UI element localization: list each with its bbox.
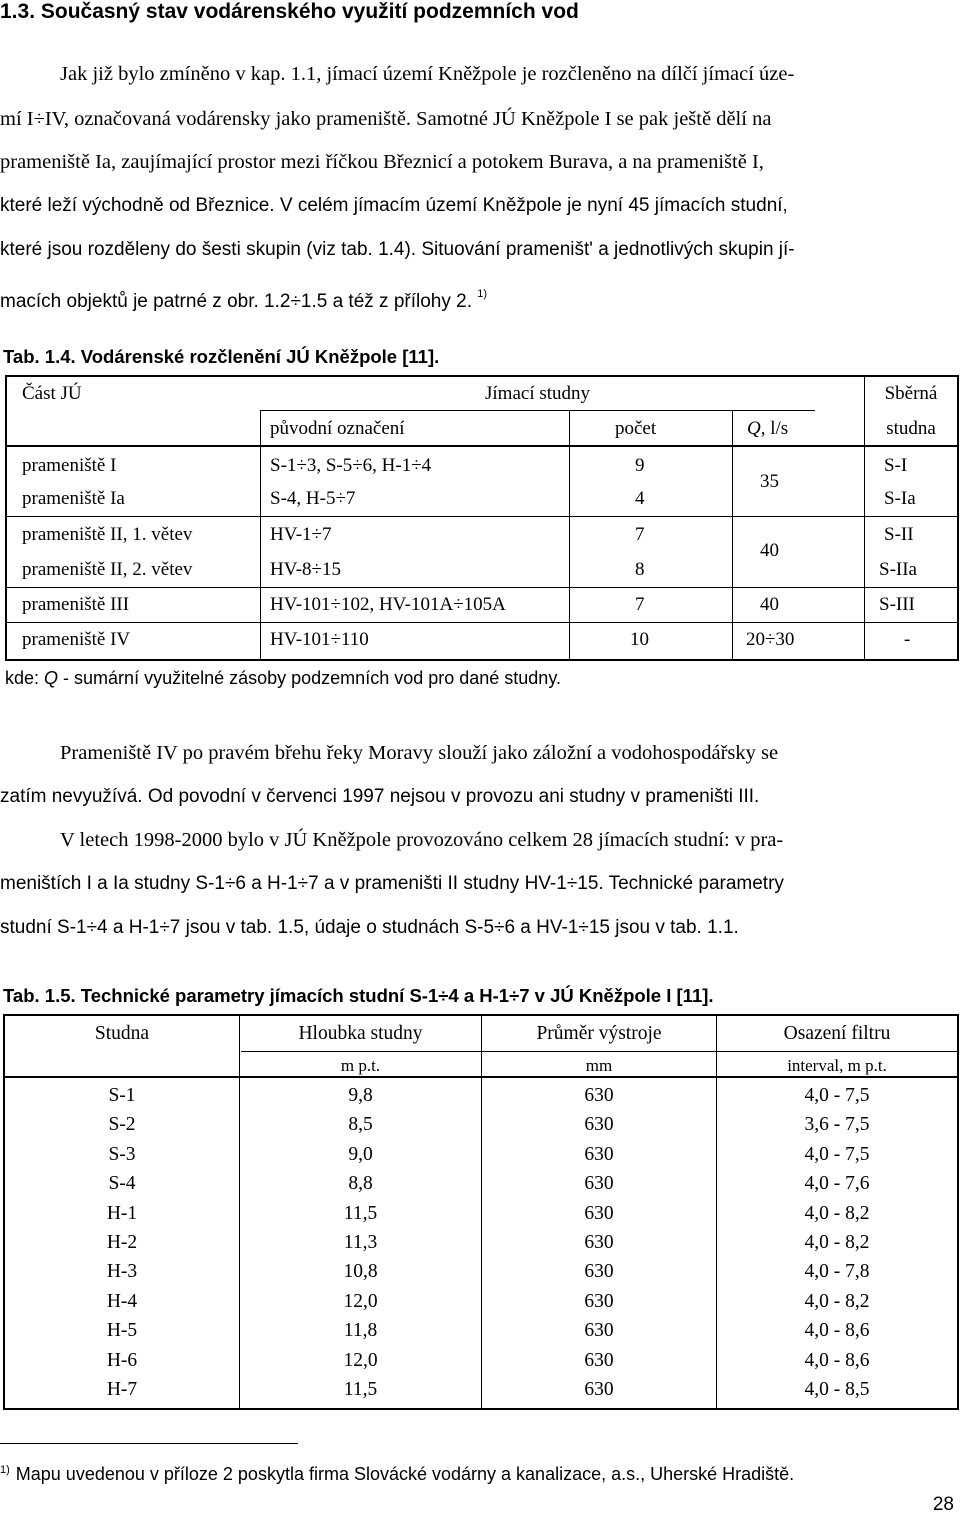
row-part: prameniště II, 2. větev bbox=[22, 559, 193, 580]
row-wells: S-4, H-5÷7 bbox=[270, 488, 356, 509]
t15-cell: 9,8 bbox=[348, 1085, 373, 1106]
t15-cell: S-4 bbox=[108, 1173, 136, 1195]
t15-cell: 630 bbox=[584, 1261, 614, 1283]
t15-cell: 630 bbox=[584, 1173, 614, 1195]
para1-line5: které jsou rozděleny do šesti skupin (viz tab. 1.4). Situování prameništ' a jednotlivých skupin jí- bbox=[0, 239, 795, 260]
t15-cell: 4,0 - 7,5 bbox=[804, 1143, 870, 1165]
row-wells: HV-1÷7 bbox=[270, 524, 332, 545]
t15-cell: 630 bbox=[584, 1379, 614, 1400]
row-wells: HV-8÷15 bbox=[270, 559, 341, 580]
para1-line2: mí I÷IV, označovaná vodárensky jako prameniště. Samotné JÚ Kněžpole I se pak ještě dělí na bbox=[0, 108, 772, 130]
row-wells: HV-101÷110 bbox=[270, 629, 369, 650]
row-count: 8 bbox=[635, 559, 645, 580]
row-q: 40 bbox=[760, 594, 779, 615]
header-count: počet bbox=[615, 418, 657, 439]
row-part: prameniště II, 1. větev bbox=[22, 524, 193, 545]
table14 bbox=[5, 375, 959, 661]
row-collector: S-III bbox=[879, 594, 915, 615]
row-wells: S-1÷3, S-5÷6, H-1÷4 bbox=[270, 455, 432, 476]
row-part: prameniště III bbox=[22, 594, 130, 615]
row-collector: S-Ia bbox=[884, 488, 916, 509]
para1-line4: které leží východně od Březnice. V celém jímacím území Kněžpole je nyní 45 jímacích studní, bbox=[0, 195, 788, 216]
t15-cell: H-6 bbox=[106, 1349, 138, 1371]
merged-q-group1: 35 bbox=[760, 471, 779, 492]
para1-line1: Jak již bylo zmíněno v kap. 1.1, jímací území Kněžpole je rozčleněno na dílčí jímací úze- bbox=[60, 63, 795, 85]
para3-line2: meništích I a Ia studny S-1÷6 a H-1÷7 a v prameništi II studny HV-1÷15. Technické parametry bbox=[0, 873, 784, 894]
header-q: Q, l/s bbox=[747, 418, 789, 439]
t15-cell: 9,0 bbox=[348, 1143, 373, 1165]
table14-caption: Tab. 1.4. Vodárenské rozčlenění JÚ Kněžpole [11]. bbox=[3, 346, 440, 367]
t15-cell: S-3 bbox=[108, 1143, 136, 1165]
table15-caption: Tab. 1.5. Technické parametry jímacích studní S-1÷4 a H-1÷7 v JÚ Kněžpole I [11]. bbox=[3, 985, 714, 1006]
t15-cell: 8,8 bbox=[348, 1173, 373, 1195]
t15-cell: 11,3 bbox=[343, 1232, 378, 1253]
merged-q-group2: 40 bbox=[760, 540, 779, 561]
t15-cell: 630 bbox=[584, 1232, 614, 1253]
t15-cell: 11,5 bbox=[343, 1202, 378, 1224]
footnote-ref: 1) bbox=[477, 288, 488, 300]
t15-cell: 4,0 - 8,6 bbox=[804, 1320, 870, 1342]
row-collector: S-I bbox=[884, 455, 908, 476]
t15-unit: mm bbox=[585, 1056, 613, 1075]
t15-cell: 630 bbox=[584, 1085, 614, 1106]
t15-header: Hloubka studny bbox=[298, 1023, 423, 1044]
para2-line2: zatím nevyužívá. Od povodní v červenci 1997 nejsou v provozu ani studny v prameništi III. bbox=[0, 786, 760, 807]
t15-cell: 4,0 - 8,6 bbox=[804, 1349, 870, 1371]
row-collector: S-II bbox=[884, 524, 914, 545]
t15-cell: 630 bbox=[584, 1349, 614, 1371]
t15-cell: 11,8 bbox=[343, 1320, 378, 1342]
t15-header: Studna bbox=[94, 1023, 150, 1044]
t15-cell: 12,0 bbox=[343, 1290, 378, 1312]
para3-line1: V letech 1998-2000 bylo v JÚ Kněžpole provozováno celkem 28 jímacích studní: v pra- bbox=[60, 829, 784, 851]
row-part: prameniště Ia bbox=[22, 488, 125, 509]
table14-note: kde: Q - sumární využitelné zásoby podzemních vod pro dané studny. bbox=[5, 668, 561, 688]
row-part: prameniště IV bbox=[22, 629, 131, 650]
t15-cell: 3,6 - 7,5 bbox=[804, 1114, 870, 1136]
t15-header: Průměr výstroje bbox=[536, 1023, 662, 1044]
t15-cell: 630 bbox=[584, 1202, 614, 1224]
row-collector: - bbox=[904, 629, 911, 650]
t15-cell: 630 bbox=[584, 1320, 614, 1342]
t15-cell: S-2 bbox=[108, 1114, 136, 1136]
t15-cell: 4,0 - 7,8 bbox=[804, 1261, 870, 1283]
t15-unit: interval, m p.t. bbox=[787, 1056, 887, 1075]
t15-cell: H-7 bbox=[106, 1379, 138, 1400]
t15-cell: 10,8 bbox=[343, 1261, 378, 1283]
t15-cell: 630 bbox=[584, 1290, 614, 1312]
row-q: 20÷30 bbox=[746, 629, 795, 650]
row-count: 9 bbox=[635, 455, 645, 476]
t15-cell: 11,5 bbox=[343, 1379, 378, 1400]
t15-cell: 4,0 - 7,6 bbox=[804, 1173, 870, 1195]
t15-cell: 4,0 - 8,2 bbox=[804, 1290, 870, 1312]
page-number: 28 bbox=[932, 1494, 954, 1515]
row-collector: S-IIa bbox=[879, 559, 917, 580]
header-collector-1: Sběrná bbox=[884, 383, 938, 404]
t15-cell: 630 bbox=[584, 1114, 614, 1136]
t15-cell: S-1 bbox=[108, 1085, 136, 1106]
t15-cell: H-4 bbox=[106, 1290, 138, 1312]
t15-cell: 4,0 - 8,5 bbox=[804, 1379, 870, 1400]
t15-unit: m p.t. bbox=[340, 1056, 381, 1075]
row-wells: HV-101÷102, HV-101A÷105A bbox=[270, 594, 506, 615]
row-count: 7 bbox=[635, 524, 645, 545]
header-collector-2: studna bbox=[886, 418, 936, 439]
header-original: původní označení bbox=[270, 418, 405, 439]
t15-cell: 4,0 - 8,2 bbox=[804, 1232, 870, 1253]
t15-cell: H-1 bbox=[106, 1202, 138, 1224]
para1-line6: macích objektů je patrné z obr. 1.2÷1.5 a též z přílohy 2. bbox=[0, 291, 472, 312]
header-part: Část JÚ bbox=[22, 383, 82, 404]
header-wells: Jímací studny bbox=[485, 383, 591, 404]
t15-cell: 630 bbox=[584, 1143, 614, 1165]
t15-cell: 12,0 bbox=[343, 1349, 378, 1371]
t15-cell: H-2 bbox=[106, 1232, 138, 1253]
para2-line1: Prameniště IV po pravém břehu řeky Moravy slouží jako záložní a vodohospodářsky se bbox=[60, 742, 779, 764]
footnote: $^{1)}$ Mapu uvedenou v příloze 2 poskytla firma Slovácké vodárny a kanalizace, a.s., Uherské Hradiště. bbox=[0, 1464, 795, 1484]
t15-cell: 4,0 - 7,5 bbox=[804, 1085, 870, 1106]
footnote-separator bbox=[0, 1443, 298, 1444]
row-count: 10 bbox=[630, 629, 649, 650]
t15-cell: 8,5 bbox=[348, 1114, 373, 1136]
row-count: 4 bbox=[635, 488, 645, 509]
t15-header: Osazení filtru bbox=[783, 1023, 891, 1044]
section-heading: 1.3. Současný stav vodárenského využití podzemních vod bbox=[0, 0, 579, 23]
table15 bbox=[3, 1014, 959, 1410]
row-count: 7 bbox=[635, 594, 645, 615]
t15-cell: H-5 bbox=[106, 1320, 138, 1342]
para3-line3: studní S-1÷4 a H-1÷7 jsou v tab. 1.5, údaje o studnách S-5÷6 a HV-1÷15 jsou v tab. 1.1. bbox=[0, 917, 739, 938]
para1-line3: prameniště Ia, zaujímající prostor mezi říčkou Březnicí a potokem Burava, a na prameniště I, bbox=[0, 151, 764, 173]
para1-line6-wrap bbox=[0, 272, 957, 324]
t15-cell: 4,0 - 8,2 bbox=[804, 1202, 870, 1224]
t15-cell: H-3 bbox=[106, 1261, 138, 1283]
row-part: prameniště I bbox=[22, 455, 117, 476]
